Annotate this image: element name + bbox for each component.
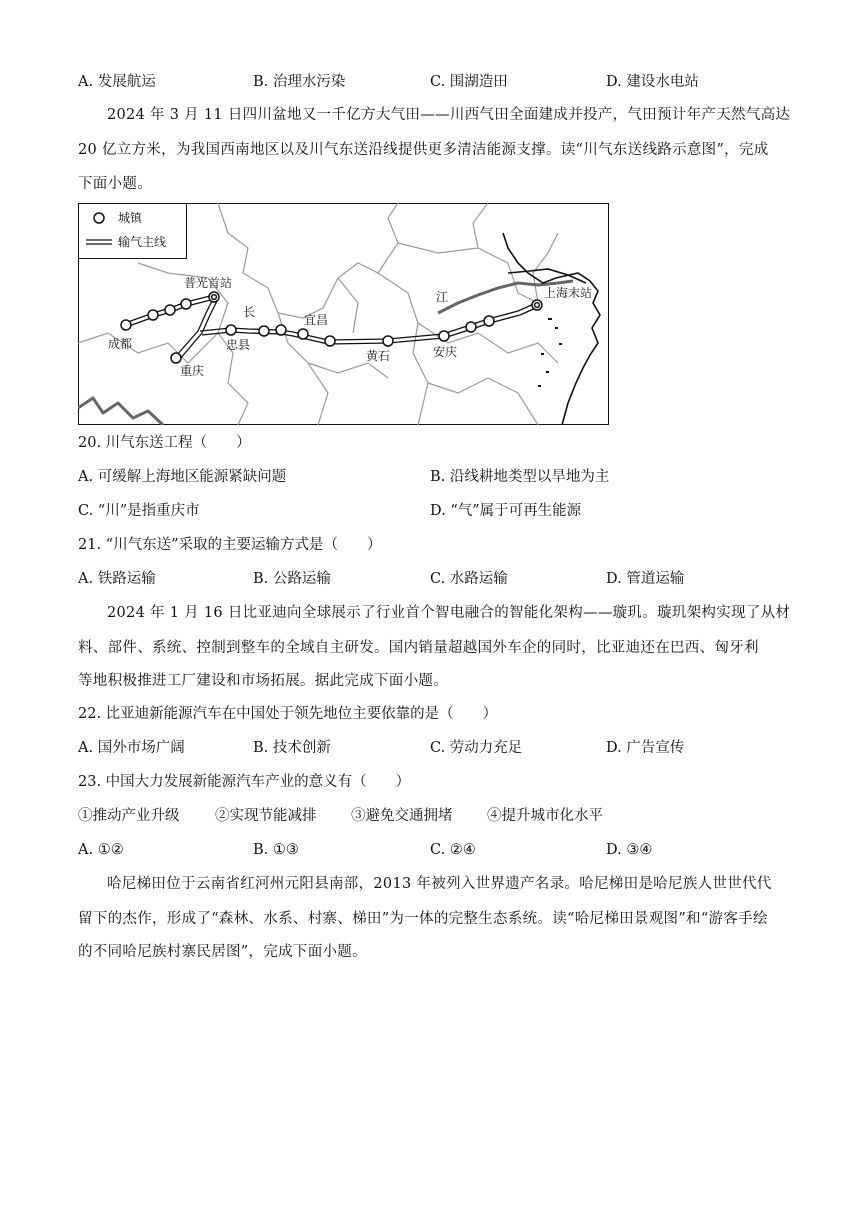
q21-option-d: D. 管道运输 [606, 571, 685, 587]
town-marker [466, 322, 476, 332]
label-chongqing: 重庆 [180, 364, 205, 378]
town-marker [484, 316, 494, 326]
q20-stem: 20. 川气东送工程（ ） [78, 435, 251, 451]
town-chengdu [121, 320, 131, 330]
q19-option-b: B. 治理水污染 [253, 74, 346, 90]
q23-option-a: A. ①② [78, 842, 124, 858]
passage1-line-1: 2024 年 3 月 11 日四川盆地又一千亿方大气田——川西气田全面建成并投产，气田预计年产天然气高达 [107, 107, 791, 123]
legend-pipe-label: 输气主线 [118, 235, 167, 249]
q22-option-a: A. 国外市场广阔 [78, 740, 185, 756]
label-shanghai: 上海末站 [544, 286, 593, 300]
town-huangshi [383, 336, 393, 346]
town-marker [276, 325, 286, 335]
q19-option-c: C. 围湖造田 [430, 74, 508, 90]
label-yichang: 宜昌 [304, 313, 329, 327]
q20-option-b: B. 沿线耕地类型以旱地为主 [430, 469, 610, 485]
q20-option-d: D. “气”属于可再生能源 [430, 503, 582, 519]
q23-option-d: D. ③④ [606, 842, 653, 858]
q22-stem: 22. 比亚迪新能源汽车在中国处于领先地位主要依靠的是（ ） [78, 706, 498, 722]
label-zhongxian: 忠县 [226, 338, 251, 352]
passage2-line-3: 等地积极推进工厂建设和市场拓展。据此完成下面小题。 [78, 673, 448, 689]
passage3-line-2: 留下的杰作，形成了“森林、水系、村寨、梯田”为一体的完整生态系统。读“哈尼梯田景观图”和“游客手绘 [78, 911, 768, 927]
town-yichang [325, 336, 335, 346]
passage3-line-3: 的不同哈尼族村寨民居图”，完成下面小题。 [78, 944, 367, 960]
q22-option-b: B. 技术创新 [253, 740, 331, 756]
label-chang: 长 [243, 305, 256, 319]
q23-stem: 23. 中国大力发展新能源汽车产业的意义有（ ） [78, 774, 411, 790]
q21-option-c: C. 水路运输 [430, 571, 508, 587]
q21-option-b: B. 公路运输 [253, 571, 331, 587]
q23-item-1: ①推动产业升级 [78, 808, 180, 824]
passage1-line-3: 下面小题。 [78, 176, 152, 192]
town-shanghai-inner [535, 303, 540, 308]
town-marker [259, 326, 269, 336]
q21-option-a: A. 铁路运输 [78, 571, 156, 587]
town-marker [181, 299, 191, 309]
label-anqing: 安庆 [433, 345, 458, 359]
label-chengdu: 成都 [108, 337, 133, 351]
town-zhongxian [226, 325, 236, 335]
q23-option-b: B. ①③ [253, 842, 299, 858]
legend-town-symbol [94, 213, 104, 223]
label-puguang: 普光首站 [184, 276, 233, 290]
legend-town-label: 城镇 [118, 211, 143, 225]
passage3-line-1: 哈尼梯田位于云南省红河州元阳县南部，2013 年被列入世界遗产名录。哈尼梯田是哈尼族人世世代代 [107, 876, 772, 892]
town-anqing [439, 331, 449, 341]
q19-option-a: A. 发展航运 [78, 74, 156, 90]
town-marker [165, 305, 175, 315]
town-puguang-inner [212, 295, 217, 300]
q20-option-c: C. “川”是指重庆市 [78, 503, 200, 519]
label-huangshi: 黄石 [366, 349, 391, 363]
passage2-line-2: 料、部件、系统、控制到整车的全域自主研发。国内销量超越国外车企的同时，比亚迪还在巴西、匈牙利 [78, 640, 759, 656]
q20-option-a: A. 可缓解上海地区能源紧缺问题 [78, 469, 287, 485]
q23-item-4: ④提升城市化水平 [487, 808, 603, 824]
town-marker [298, 329, 308, 339]
q23-item-2: ②实现节能减排 [215, 808, 317, 824]
q19-option-d: D. 建设水电站 [606, 74, 699, 90]
town-marker [148, 310, 158, 320]
q22-option-d: D. 广告宣传 [606, 740, 685, 756]
passage2-line-1: 2024 年 1 月 16 日比亚迪向全球展示了行业首个智电融合的智能化架构——璇玑。璇玑架构实现了从材 [107, 605, 791, 621]
q23-item-3: ③避免交通拥堵 [351, 808, 453, 824]
q21-stem: 21. “川气东送”采取的主要运输方式是（ ） [78, 537, 382, 553]
passage1-line-2: 20 亿立方米，为我国西南地区以及川气东送沿线提供更多清洁能源支撑。读“川气东送线路示意图”，完成 [78, 142, 769, 158]
pipeline-route-map [78, 203, 609, 425]
town-chongqing [171, 353, 181, 363]
q23-option-c: C. ②④ [430, 842, 476, 858]
label-jiang: 江 [436, 290, 449, 304]
q22-option-c: C. 劳动力充足 [430, 740, 523, 756]
